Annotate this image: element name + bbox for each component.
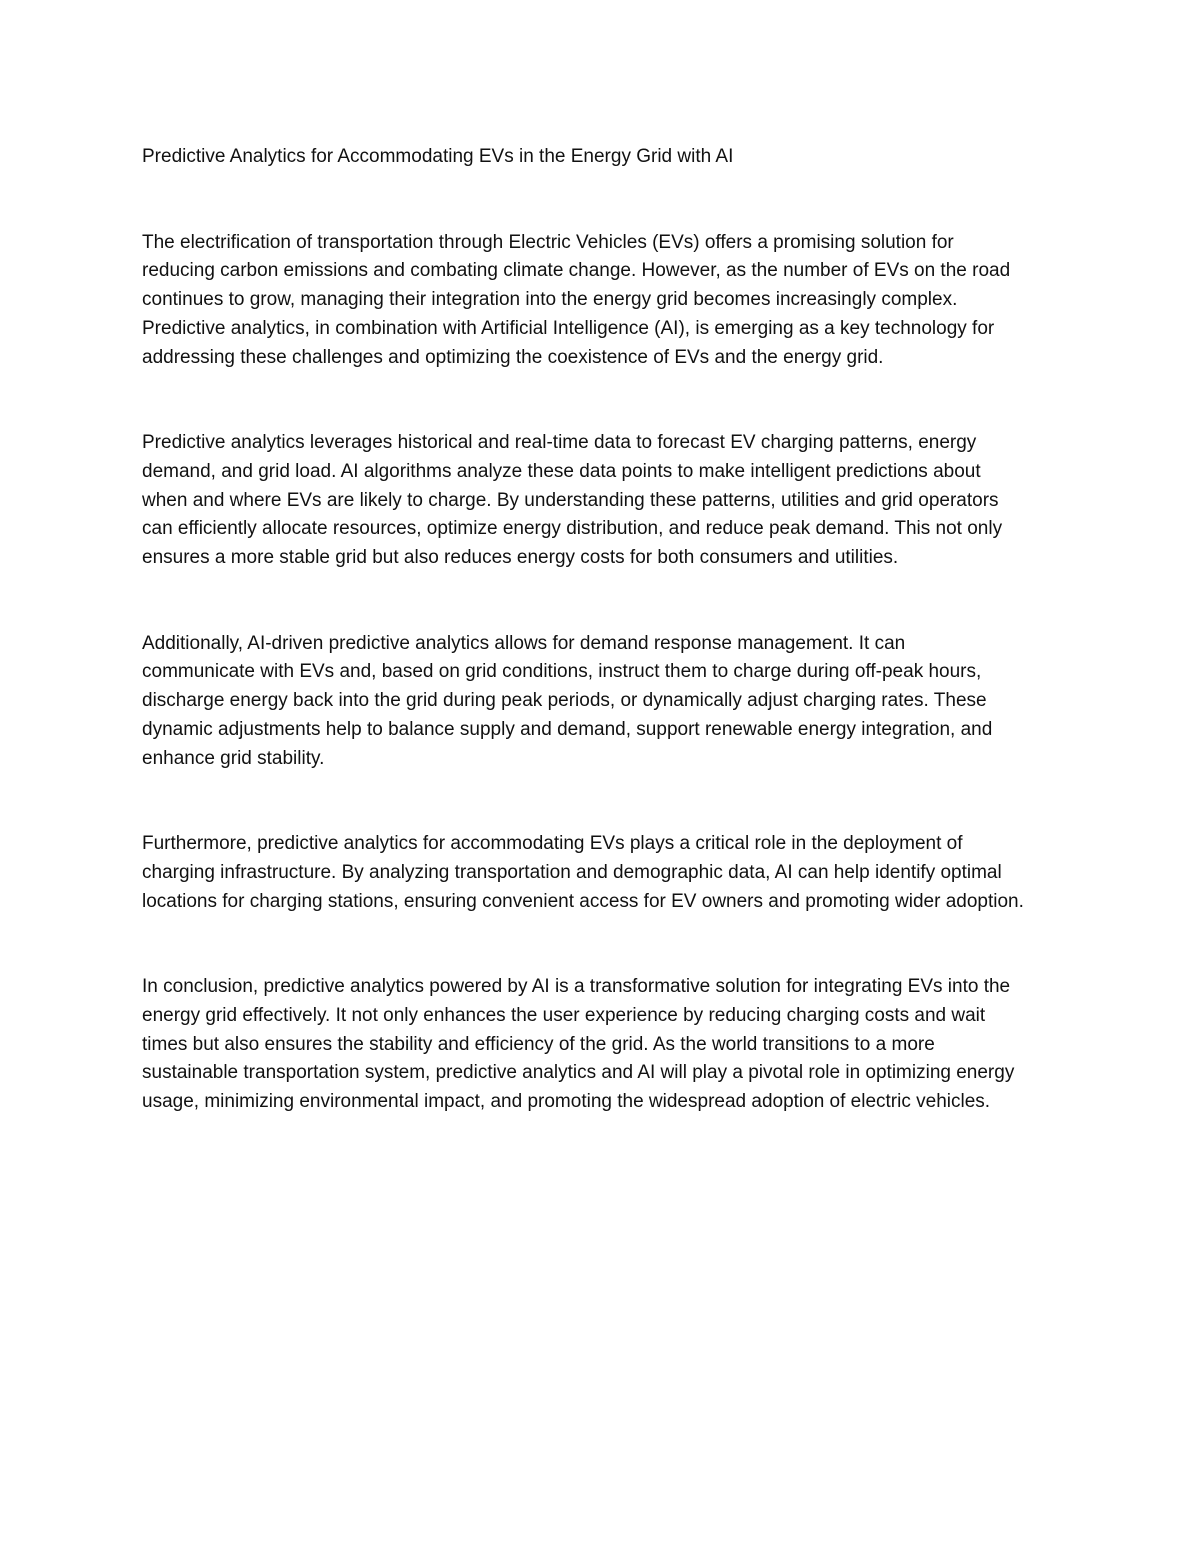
paragraph-line: reducing carbon emissions and combating climate change. However, as the number of EVs on the road <box>142 260 1011 282</box>
paragraph-line: In conclusion, predictive analytics powered by AI is a transformative solution for integrating EVs into the <box>142 976 1011 998</box>
document-title: Predictive Analytics for Accommodating EVs in the Energy Grid with AI <box>142 146 734 167</box>
paragraph-line: charging infrastructure. By analyzing transportation and demographic data, AI can help identify optimal <box>142 861 1002 883</box>
paragraph-introduction <box>142 229 1062 373</box>
paragraph-line: Furthermore, predictive analytics for accommodating EVs plays a critical role in the deployment of <box>142 833 963 855</box>
paragraph-line: addressing these challenges and optimizing the coexistence of EVs and the energy grid. <box>142 346 884 368</box>
paragraph-line: enhance grid stability. <box>142 747 325 769</box>
paragraph-line: energy grid effectively. It not only enhances the user experience by reducing charging costs and wait <box>142 1005 986 1027</box>
paragraph-line: ensures a more stable grid but also reduces energy costs for both consumers and utilities. <box>142 547 899 569</box>
paragraph-demand-response <box>142 630 1062 774</box>
paragraph-line: discharge energy back into the grid during peak periods, or dynamically adjust charging rates. These <box>142 690 987 712</box>
document-body <box>142 143 1062 1174</box>
paragraph-infrastructure <box>142 830 1062 916</box>
paragraph-line: Predictive analytics, in combination with Artificial Intelligence (AI), is emerging as a key technology for <box>142 317 995 339</box>
paragraph-line: communicate with EVs and, based on grid conditions, instruct them to charge during off-peak hours, <box>142 661 982 683</box>
paragraph-line: The electrification of transportation through Electric Vehicles (EVs) offers a promising solution for <box>142 231 954 253</box>
paragraph-line: can efficiently allocate resources, optimize energy distribution, and reduce peak demand. This not only <box>142 518 1003 540</box>
paragraph-line: continues to grow, managing their integration into the energy grid becomes increasingly complex. <box>142 289 958 311</box>
paragraph-line: usage, minimizing environmental impact, and promoting the widespread adoption of electric vehicles. <box>142 1091 991 1113</box>
paragraph-conclusion <box>142 973 1062 1117</box>
paragraph-line: sustainable transportation system, predictive analytics and AI will play a pivotal role in optimizing energy <box>142 1062 1015 1084</box>
paragraph-line: Predictive analytics leverages historical and real-time data to forecast EV charging patterns, energy <box>142 432 977 454</box>
paragraph-line: times but also ensures the stability and efficiency of the grid. As the world transitions to a more <box>142 1033 935 1055</box>
paragraph-line: locations for charging stations, ensuring convenient access for EV owners and promoting wider adoption. <box>142 890 1024 912</box>
paragraph-line: Additionally, AI-driven predictive analytics allows for demand response management. It can <box>142 632 906 654</box>
paragraph-forecasting <box>142 429 1062 573</box>
paragraph-line: demand, and grid load. AI algorithms analyze these data points to make intelligent predictions about <box>142 460 981 482</box>
paragraph-line: dynamic adjustments help to balance supply and demand, support renewable energy integration, and <box>142 718 993 740</box>
paragraph-line: when and where EVs are likely to charge. By understanding these patterns, utilities and grid operators <box>142 489 999 511</box>
